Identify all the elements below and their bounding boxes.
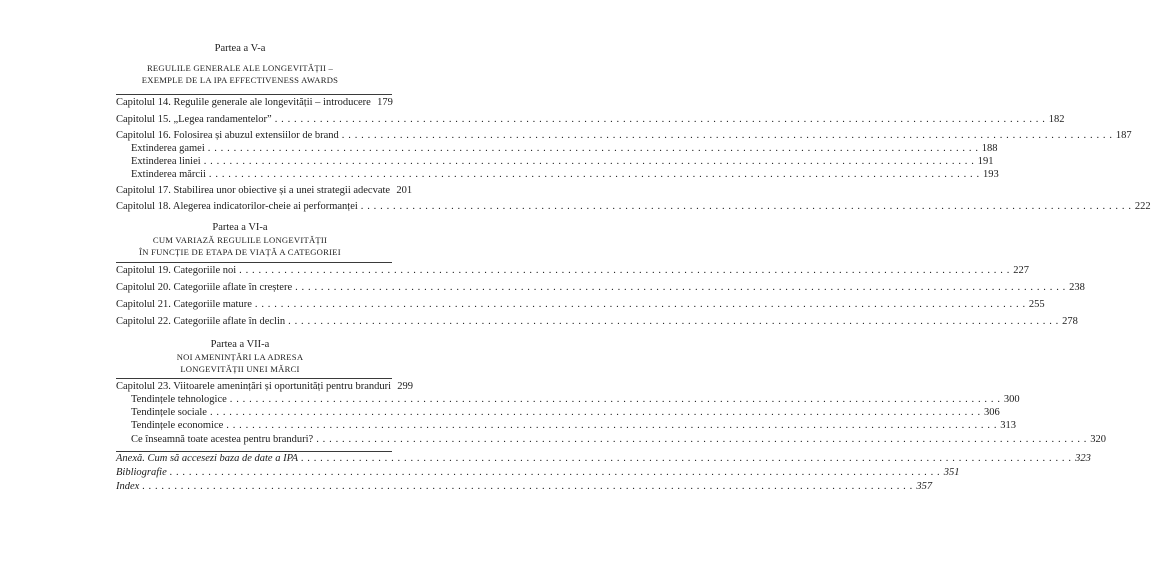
page-number: 278	[1062, 316, 1078, 327]
toc-sub-entry[interactable]	[131, 168, 999, 181]
part-title-line: LONGEVITĂȚII UNEI MĂRCI	[180, 364, 300, 374]
entry-label: Tendințele economice	[131, 420, 224, 431]
dot-leader: . . . . . . . . . . . . . . . . . . . . . . . . . . . . . . . . . . . . . . . . . . . . . . . . . . . . . . . . . . . . . . . . . . . . . . . . . . . . . . . . . . . . . . . . . . . . . . . . . . . . . . . . . . . . . . . . . . . . . . . .	[209, 407, 981, 418]
page-number: 351	[943, 467, 960, 478]
dot-leader: . . . . . . . . . . . . . . . . . . . . . . . . . . . . . . . . . . . . . . . . . . . . . . . . . . . . . . . . . . . . . . . . . . . . . . . . . . . . . . . . . . . . . . . . . . . . . . . . . . . . . . . . . . . . . . . . . . . . . . . .	[239, 265, 1010, 276]
page-number: 300	[1003, 394, 1020, 405]
dot-leader: . . . . . . . . . . . . . . . . . . . . . . . . . . . . . . . . . . . . . . . . . . . . . . . . . . . . . . . . . . . . . . . . . . . . . . . . . . . . . . . . . . . . . . . . . . . . . . . . . . . . . . . . . . . . . . . . . . . . . . . .	[274, 114, 1046, 125]
page-number: 255	[1028, 299, 1045, 310]
part-header	[100, 222, 380, 258]
page-number: 313	[1000, 420, 1017, 431]
page-number: 179	[377, 97, 393, 108]
page-number: 201	[396, 185, 413, 196]
toc-sub-entry[interactable]	[131, 142, 998, 155]
entry-label: Extinderea liniei	[131, 156, 201, 167]
toc-entry-bibliography[interactable]	[116, 466, 960, 479]
divider	[116, 262, 392, 263]
toc-entry[interactable]	[116, 200, 1151, 213]
page-number: 227	[1013, 265, 1029, 276]
entry-label: Capitolul 14. Regulile generale ale longevității – introducere	[116, 97, 371, 108]
part-heading: Partea a VII-a	[210, 339, 270, 350]
part-title-line: REGULILE GENERALE ALE LONGEVITĂȚII –	[146, 63, 334, 73]
dot-leader: . . . . . . . . . . . . . . . . . . . . . . . . . . . . . . . . . . . . . . . . . . . . . . . . . . . . . . . . . . . . . . . . . . . . . . . . . . . . . . . . . . . . . . . . . . . . . . . . . . . . . . . . . . . . . . . . . . . . . . . .	[203, 156, 975, 167]
toc-entry-index[interactable]	[116, 480, 933, 493]
dot-leader: . . . . . . . . . . . . . . . . . . . . . . . . . . . . . . . . . . . . . . . . . . . . . . . . . . . . . . . . . . . . . . . . . . . . . . . . . . . . . . . . . . . . . . . . . . . . . . . . . . . . . . . . . . . . . . . . . . . . . . . .	[341, 130, 1113, 141]
part-header	[100, 43, 380, 86]
toc-entry[interactable]	[116, 264, 1029, 277]
dot-leader: . . . . . . . . . . . . . . . . . . . . . . . . . . . . . . . . . . . . . . . . . . . . . . . . . . . . . . . . . . . . . . . . . . . . . . . . . . . . . . . . . . . . . . . . . . . . . . . . . . . . . . . . . . . . . . . . . . . . . . . .	[226, 420, 998, 431]
entry-label: Bibliografie	[116, 467, 167, 478]
toc-entry[interactable]	[116, 96, 392, 109]
dot-leader: . . . . . . . . . . . . . . . . . . . . . . . . . . . . . . . . . . . . . . . . . . . . . . . . . . . . . . . . . . . . . . . . . . . . . . . . . . . . . . . . . . . . . . . . . . . . . . . . . . . . . . . . . . . . . . . . . . . . . . . .	[142, 481, 914, 492]
part-title-line: NOI AMENINȚĂRI LA ADRESA	[176, 352, 304, 362]
toc-entry[interactable]	[116, 184, 413, 197]
entry-label: Anexă. Cum să accesezi baza de date a IPA	[116, 453, 299, 464]
toc-entry[interactable]	[116, 315, 1078, 328]
toc-entry[interactable]	[116, 281, 1085, 294]
toc-entry-appendix[interactable]	[116, 452, 1091, 465]
toc-entry[interactable]	[116, 298, 1045, 311]
dot-leader: . . . . . . . . . . . . . . . . . . . . . . . . . . . . . . . . . . . . . . . . . . . . . . . . . . . . . . . . . . . . . . . . . . . . . . . . . . . . . . . . . . . . . . . . . . . . . . . . . . . . . . . . . . . . . . . . . . . . . . . .	[169, 467, 941, 478]
entry-label: Capitolul 17. Stabilirea unor obiective și a unei strategii adecvate	[116, 185, 391, 196]
entry-label: Capitolul 18. Alegerea indicatorilor-cheie ai performanței	[116, 201, 358, 212]
page-number: 320	[1090, 434, 1106, 445]
entry-label: Capitolul 16. Folosirea și abuzul extensiilor de brand	[116, 130, 339, 141]
page-number: 193	[982, 169, 999, 180]
page-number: 357	[916, 481, 933, 492]
part-heading: Partea a V-a	[214, 43, 266, 54]
toc-entry[interactable]	[116, 380, 414, 393]
page-number: 299	[397, 381, 414, 392]
page-number: 182	[1048, 114, 1065, 125]
dot-leader: . . . . . . . . . . . . . . . . . . . . . . . . . . . . . . . . . . . . . . . . . . . . . . . . . . . . . . . . . . . . . . . . . . . . . . . . . . . . . . . . . . . . . . . . . . . . . . . . . . . . . . . . . . . . . . . . . . . . . . . .	[207, 143, 979, 154]
dot-leader: . . . . . . . . . . . . . . . . . . . . . . . . . . . . . . . . . . . . . . . . . . . . . . . . . . . . . . . . . . . . . . . . . . . . . . . . . . . . . . . . . . . . . . . . . . . . . . . . . . . . . . . . . . . . . . . . . . . . . . . .	[229, 394, 1001, 405]
entry-label: Capitolul 21. Categoriile mature	[116, 299, 252, 310]
entry-label: Tendințele tehnologice	[131, 394, 227, 405]
dot-leader: . . . . . . . . . . . . . . . . . . . . . . . . . . . . . . . . . . . . . . . . . . . . . . . . . . . . . . . . . . . . . . . . . . . . . . . . . . . . . . . . . . . . . . . . . . . . . . . . . . . . . . . . . . . . . . . . . . . . . . . .	[360, 201, 1132, 212]
dot-leader: . . . . . . . . . . . . . . . . . . . . . . . . . . . . . . . . . . . . . . . . . . . . . . . . . . . . . . . . . . . . . . . . . . . . . . . . . . . . . . . . . . . . . . . . . . . . . . . . . . . . . . . . . . . . . . . . . . . . . . . .	[301, 453, 1072, 464]
entry-label: Index	[116, 481, 140, 492]
part-title-line: EXEMPLE DE LA IPA EFFECTIVENESS AWARDS	[141, 75, 339, 85]
toc-sub-entry[interactable]	[131, 419, 1017, 432]
entry-label: Extinderea gamei	[131, 143, 205, 154]
part-title-line: ÎN FUNCȚIE DE ETAPA DE VIAȚĂ A CATEGORIEI	[139, 247, 341, 257]
page-number: 238	[1069, 282, 1085, 293]
divider	[116, 378, 392, 379]
entry-label: Capitolul 15. „Legea randamentelor”	[116, 114, 272, 125]
part-header	[100, 339, 380, 375]
toc-sub-entry[interactable]	[131, 393, 1020, 406]
entry-label: Capitolul 20. Categoriile aflate în creștere	[116, 282, 293, 293]
dot-leader: . . . . . . . . . . . . . . . . . . . . . . . . . . . . . . . . . . . . . . . . . . . . . . . . . . . . . . . . . . . . . . . . . . . . . . . . . . . . . . . . . . . . . . . . . . . . . . . . . . . . . . . . . . . . . . . . . . . . . . . .	[288, 316, 1059, 327]
page-number: 187	[1115, 130, 1132, 141]
toc-sub-entry[interactable]	[131, 406, 1000, 419]
entry-label: Extinderea mărcii	[131, 169, 206, 180]
dot-leader: . . . . . . . . . . . . . . . . . . . . . . . . . . . . . . . . . . . . . . . . . . . . . . . . . . . . . . . . . . . . . . . . . . . . . . . . . . . . . . . . . . . . . . . . . . . . . . . . . . . . . . . . . . . . . . . . . . . . . . . .	[208, 169, 980, 180]
entry-label: Capitolul 19. Categoriile noi	[116, 265, 237, 276]
part-heading: Partea a VI-a	[212, 222, 268, 233]
toc-entry[interactable]	[116, 113, 1065, 126]
entry-label: Capitolul 22. Categoriile aflate în declin	[116, 316, 286, 327]
page-number: 222	[1134, 201, 1151, 212]
toc-sub-entry[interactable]	[131, 433, 1106, 446]
divider	[116, 94, 392, 95]
page-number: 306	[983, 407, 1000, 418]
entry-label: Ce înseamnă toate acestea pentru branduri?	[131, 434, 314, 445]
dot-leader: . . . . . . . . . . . . . . . . . . . . . . . . . . . . . . . . . . . . . . . . . . . . . . . . . . . . . . . . . . . . . . . . . . . . . . . . . . . . . . . . . . . . . . . . . . . . . . . . . . . . . . . . . . . . . . . . . . . . . . . .	[254, 299, 1026, 310]
entry-label: Tendințele sociale	[131, 407, 207, 418]
toc-entry[interactable]	[116, 129, 1132, 142]
page-number: 191	[977, 156, 994, 167]
dot-leader: . . . . . . . . . . . . . . . . . . . . . . . . . . . . . . . . . . . . . . . . . . . . . . . . . . . . . . . . . . . . . . . . . . . . . . . . . . . . . . . . . . . . . . . . . . . . . . . . . . . . . . . . . . . . . . . . . . . . . . . .	[295, 282, 1066, 293]
entry-label: Capitolul 23. Viitoarele amenințări și oportunități pentru branduri	[116, 381, 392, 392]
part-title-line: CUM VARIAZĂ REGULILE LONGEVITĂȚII	[152, 235, 328, 245]
toc-sub-entry[interactable]	[131, 155, 994, 168]
page-number: 188	[981, 143, 998, 154]
page-number: 323	[1075, 453, 1091, 464]
dot-leader: . . . . . . . . . . . . . . . . . . . . . . . . . . . . . . . . . . . . . . . . . . . . . . . . . . . . . . . . . . . . . . . . . . . . . . . . . . . . . . . . . . . . . . . . . . . . . . . . . . . . . . . . . . . . . . . . . . . . . . . .	[316, 434, 1087, 445]
